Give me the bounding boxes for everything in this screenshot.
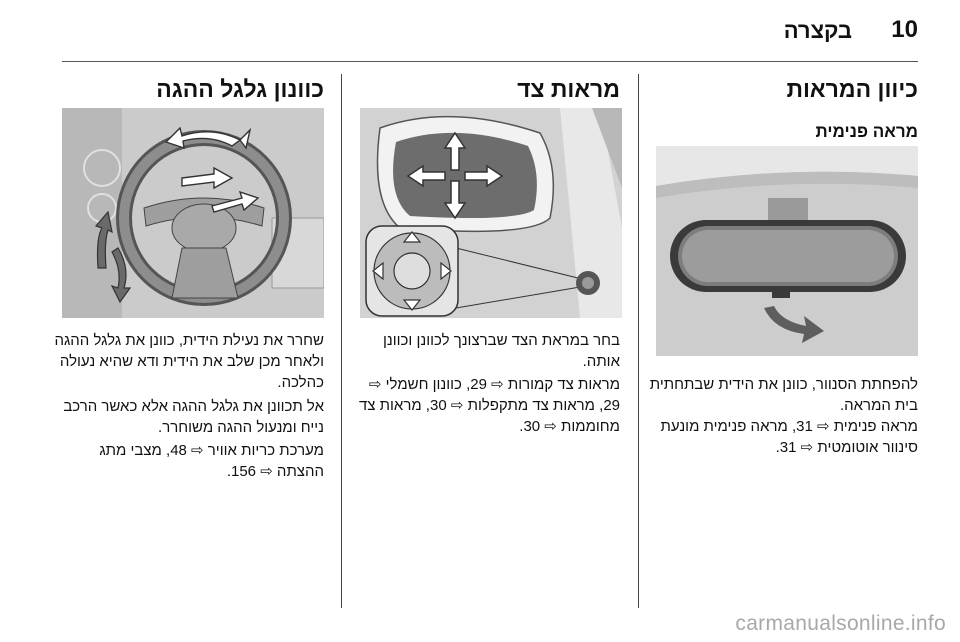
header-rule [62,61,918,62]
interior-mirror-figure [656,146,918,356]
column-title: מראות צד [517,76,620,102]
column-title: כוונון גלגל ההגה [156,76,324,102]
paragraph: מראות צד קמורות ⇨ 29, כוונון חשמלי ⇨ 29, מראות צד מתקפלות ⇨ 30, מראות צד מחוממות ⇨ 30. [358,376,620,435]
paragraph: בחר במראת הצד שברצונך לכוונן וכוונן אותה. [383,332,620,370]
column-title: כיוון המראות [786,76,918,102]
paragraph: מראה פנימית ⇨ 31, מראה פנימית מונעת סינוור אוטומטית ⇨ 31. [660,418,918,456]
column-steering-wheel [56,72,324,106]
column-side-mirrors [352,72,620,106]
page-number: 10 [891,16,918,43]
paragraph: שחרר את נעילת הידית, כוונן את גלגל ההגה ולאחר מכן שלב את הידית ודא שהיא נעולה כהלכה. [54,332,324,391]
side-mirror-figure [360,108,622,318]
column-mirrors-adjust [648,72,918,144]
paragraph: להפחתת הסנוור, כוונן את הידית שבתחתית בית המראה. [649,376,918,414]
column-divider [638,74,639,608]
watermark: carmanualsonline.info [735,612,946,635]
steering-wheel-figure [62,108,324,318]
paragraph: אל תכוונן את גלגל ההגה אלא כאשר הרכב נייח ומנעול ההגה משוחרר. [63,398,324,436]
column-divider [341,74,342,608]
section-title: בקצרה [783,18,852,43]
page-header [0,0,960,60]
paragraph: מערכת כריות אוויר ⇨ 48, מצבי מתג ההצתה ⇨ 156. [99,442,324,480]
column-subtitle: מראה פנימית [815,122,918,141]
